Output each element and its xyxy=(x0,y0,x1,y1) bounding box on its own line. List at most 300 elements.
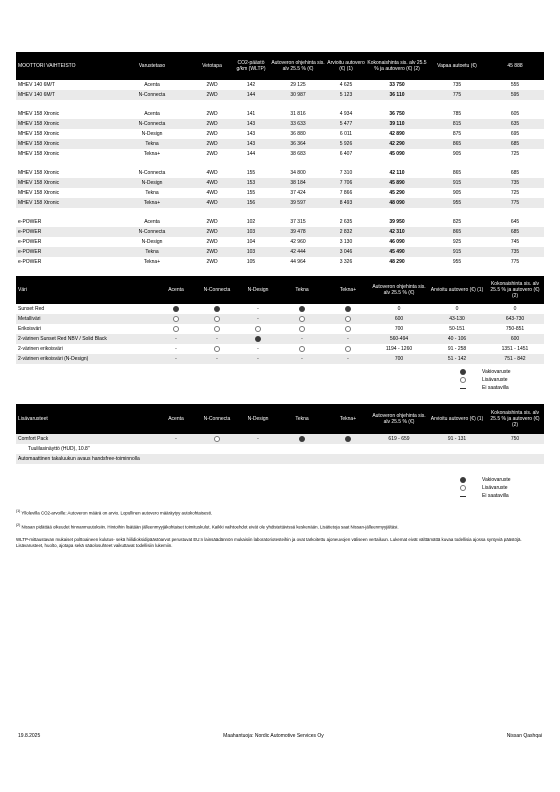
footnotes xyxy=(16,508,544,549)
color-table-body xyxy=(16,304,544,364)
model-cell: e-POWER xyxy=(16,247,112,257)
total-cell: 39 950 xyxy=(389,219,405,225)
page-footer xyxy=(18,733,542,739)
option-sub-item: Tuulilasinäyttö (HUD), 10.8" xyxy=(16,444,544,454)
footnote-2-text: Nissan pidättää oikeudet hinnanmuutoksiin. Hintoihin lisätään jälleenmyyjäkohtaiset toimituskulut. Kaikki vaihtoehdot eivät ole yhdistettävissä keskenään. Lisätietoja saat Nissan-jälleenmyyjältäsi. xyxy=(21,524,399,530)
model-cell: MHEV 158 Xtronic xyxy=(16,178,112,188)
legend-2 xyxy=(454,476,544,500)
tax-cell: 43-130 xyxy=(428,314,486,324)
base-price-cell: 619 - 659 xyxy=(370,434,428,444)
base-price-cell: 39 478 xyxy=(270,227,326,237)
option-circle-icon xyxy=(460,377,466,383)
extra-cell: 685 xyxy=(510,170,520,176)
table-row xyxy=(16,139,544,149)
col-base-price: Autoveron ohjehinta sis. alv 25.5 % (€) xyxy=(270,52,326,80)
free-price-cell: 865 xyxy=(428,139,486,149)
table-row xyxy=(16,434,544,444)
table-row xyxy=(16,217,544,227)
table-row xyxy=(16,129,544,139)
table-row xyxy=(16,227,544,237)
table-row xyxy=(16,314,544,324)
table-row xyxy=(16,80,544,90)
total-cell: 750-851 xyxy=(505,326,525,332)
ndesign-cell: - xyxy=(238,354,278,364)
drive-cell: 2WD xyxy=(192,247,232,257)
ndesign-cell: - xyxy=(238,314,278,324)
legend-standard: Vakiovaruste xyxy=(482,477,511,483)
co2-cell: 153 xyxy=(232,178,270,188)
model-cell: MHEV 158 Xtronic xyxy=(18,131,60,137)
base-price-cell: 34 800 xyxy=(290,170,306,176)
tax-cell: 7 310 xyxy=(339,170,353,176)
nconnecta-cell: - xyxy=(196,354,238,364)
dash-icon xyxy=(460,388,466,389)
extra-cell: 695 xyxy=(510,131,520,137)
table-row xyxy=(16,109,544,119)
total-cell: 48 090 xyxy=(366,198,428,208)
table-row xyxy=(16,257,544,267)
extra-cell: 595 xyxy=(486,90,544,100)
model-cell: MHEV 158 Xtronic xyxy=(16,119,112,129)
base-price-cell: 37 315 xyxy=(290,219,306,225)
co2-cell: 144 xyxy=(246,151,256,157)
free-price-cell: 865 xyxy=(428,227,486,237)
price-list-page xyxy=(16,52,544,555)
tax-cell: 6 011 xyxy=(339,131,353,137)
total-cell: 46 090 xyxy=(389,239,405,245)
col-opt-nconnecta: N-Connecta xyxy=(196,404,238,434)
free-price-cell: 955 xyxy=(428,198,486,208)
footnote-1: $^{(1)}$ Yllolevilla CO2-arvoille: Autoveron määrä on arvio. Lopullinen autovero määräytyy autokohtaisesti. xyxy=(16,509,213,516)
tekna-cell xyxy=(278,344,326,354)
table-row xyxy=(16,304,544,314)
base-price-cell: 700 xyxy=(370,354,428,364)
trim-cell: N-Connecta xyxy=(112,90,192,100)
base-price-cell: 31 816 xyxy=(290,111,306,117)
extra-cell: 775 xyxy=(510,259,520,265)
footer-importer: Maahantuoja: Nordic Automotive Services Oy xyxy=(223,733,324,739)
price-table xyxy=(16,52,544,276)
ndesign-cell xyxy=(238,334,278,344)
teknaplus-cell xyxy=(326,314,370,324)
option-circle-icon xyxy=(345,326,351,332)
base-price-cell: 0 xyxy=(397,306,401,312)
free-price-cell: 775 xyxy=(428,90,486,100)
trim-cell: Acenta xyxy=(144,82,160,88)
option-circle-icon xyxy=(255,326,261,332)
color-name-cell: 2-värinen erikoisväri xyxy=(18,346,63,352)
ndesign-cell: - xyxy=(257,306,259,312)
extra-cell: 735 xyxy=(486,178,544,188)
dash-icon xyxy=(460,496,466,497)
col-nconnecta: N-Connecta xyxy=(196,276,238,304)
total-cell: 39 110 xyxy=(366,119,428,129)
extra-cell: 645 xyxy=(510,219,520,225)
standard-dot-icon xyxy=(255,336,261,342)
footer-date: 19.8.2025 xyxy=(18,733,41,739)
trim-cell: N-Design xyxy=(141,131,163,137)
base-price-cell: 38 683 xyxy=(290,151,306,157)
extra-cell: 735 xyxy=(486,247,544,257)
teknaplus-cell: - xyxy=(326,354,370,364)
model-cell: MHEV 158 Xtronic xyxy=(16,198,112,208)
tax-cell: 5 123 xyxy=(326,90,366,100)
base-price-cell: 36 880 xyxy=(290,131,306,137)
co2-cell: 103 xyxy=(232,227,270,237)
option-name-cell: Comfort Pack xyxy=(16,434,156,444)
total-cell: 33 750 xyxy=(389,82,405,88)
tax-cell: 6 407 xyxy=(339,151,353,157)
base-price-cell: 560-494 xyxy=(370,334,428,344)
total-cell: 600 xyxy=(486,334,544,344)
tax-cell: 51 - 142 xyxy=(428,354,486,364)
option-sub-item: Automaattinen takaluukun avaus handsfree-toiminnolla xyxy=(16,454,544,464)
co2-cell: 141 xyxy=(246,111,256,117)
total-cell: 643-730 xyxy=(486,314,544,324)
col-opt-teknaplus: Tekna+ xyxy=(326,404,370,434)
standard-dot-icon xyxy=(299,306,305,312)
nconnecta-cell xyxy=(196,434,238,444)
tax-cell: 7 866 xyxy=(339,190,353,196)
base-price-cell: 600 xyxy=(370,314,428,324)
total-cell: 750 xyxy=(486,434,544,444)
col-drive: Vetotapa xyxy=(192,52,232,80)
co2-cell: 155 xyxy=(246,190,256,196)
col-color-base-price: Autoveron ohjehinta sis. alv 25.5 % (€) xyxy=(370,276,428,304)
option-circle-icon xyxy=(345,346,351,352)
trim-cell: Tekna+ xyxy=(143,259,161,265)
trim-cell: Acenta xyxy=(144,219,160,225)
teknaplus-cell xyxy=(326,344,370,354)
tax-cell: 7 706 xyxy=(326,178,366,188)
teknaplus-cell: - xyxy=(326,334,370,344)
drive-cell: 2WD xyxy=(206,151,218,157)
model-cell: MHEV 158 Xtronic xyxy=(18,170,60,176)
col-opt-base-price: Autoveron ohjehinta sis. alv 25.5 % (€) xyxy=(370,404,428,434)
tax-cell: 8 493 xyxy=(326,198,366,208)
table-row xyxy=(16,247,544,257)
total-cell: 42 290 xyxy=(366,139,428,149)
drive-cell: 4WD xyxy=(206,190,218,196)
col-total: Kokonaishinta sis. alv 25.5 % ja autovero (€) (2) xyxy=(366,52,428,80)
table-row xyxy=(16,324,544,334)
tax-cell: 3 130 xyxy=(339,239,353,245)
total-cell: 45 490 xyxy=(366,247,428,257)
nconnecta-cell xyxy=(196,314,238,324)
footnote-1-text: Yllolevilla CO2-arvoille: Autoveron määrä on arvio. Lopullinen autovero määräytyy autokohtaisesti. xyxy=(21,510,213,516)
spacer-row xyxy=(16,208,544,217)
drive-cell: 2WD xyxy=(206,131,218,137)
base-price-cell: 33 633 xyxy=(270,119,326,129)
base-price-cell: 38 184 xyxy=(270,178,326,188)
standard-dot-icon xyxy=(460,369,466,375)
model-cell: e-POWER xyxy=(18,219,42,225)
ndesign-cell xyxy=(238,324,278,334)
standard-dot-icon xyxy=(214,306,220,312)
tax-cell: 4 934 xyxy=(339,111,353,117)
acenta-cell: - xyxy=(156,354,196,364)
extra-cell: 725 xyxy=(510,190,520,196)
nconnecta-cell xyxy=(196,304,238,314)
col-free-price: Vapaa autoetu (€) xyxy=(428,52,486,80)
tax-cell: 3 046 xyxy=(326,247,366,257)
table-row xyxy=(16,188,544,198)
co2-cell: 102 xyxy=(246,219,256,225)
total-cell: 48 290 xyxy=(389,259,405,265)
option-circle-icon xyxy=(345,316,351,322)
acenta-cell: - xyxy=(156,434,196,444)
extra-cell: 745 xyxy=(510,239,520,245)
col-tekna: Tekna xyxy=(278,276,326,304)
tekna-cell xyxy=(278,434,326,444)
drive-cell: 2WD xyxy=(192,139,232,149)
trim-cell: Tekna xyxy=(112,139,192,149)
table-row xyxy=(16,198,544,208)
trim-cell: N-Connecta xyxy=(112,227,192,237)
co2-cell: 104 xyxy=(246,239,256,245)
base-price-cell: 700 xyxy=(394,326,404,332)
legend-standard: Vakiovaruste xyxy=(482,369,511,375)
tekna-cell: - xyxy=(278,334,326,344)
list-item xyxy=(16,444,544,454)
footnote-wltp: WLTP-mittaustavan mukaiset polttoaineen kulutus- sekä hiilidioksidipäästöarvot perustuvat EU:n lainsäädännön mukaisiin laboratoriotesteihin ja ovat tarkoitettu ajoneuvojen väliseen vertailuun. Lukemat eivät välttämättä kuvaa todellisia ajossa syntyviä päästöjä. Lisävarusteet, huolto, ajotapa sekä sääolosuhteet vaikuttavat todellisiin lukemiin. xyxy=(16,536,522,548)
free-price-cell: 905 xyxy=(452,151,462,157)
total-cell: 42 890 xyxy=(389,131,405,137)
tax-cell: 4 625 xyxy=(339,82,353,88)
acenta-cell: - xyxy=(175,346,177,352)
footer-model: Nissan Qashqai xyxy=(506,733,542,739)
co2-cell: 143 xyxy=(246,131,256,137)
color-name-cell: Sunset Red xyxy=(18,306,45,312)
option-circle-icon xyxy=(299,316,305,322)
extra-cell: 725 xyxy=(510,151,520,157)
free-price-cell: 875 xyxy=(452,131,462,137)
trim-cell: Tekna xyxy=(112,247,192,257)
color-table xyxy=(16,276,544,364)
model-cell: MHEV 158 Xtronic xyxy=(18,151,60,157)
color-name-cell: 2-värinen Sunset Red NBV / Solid Black xyxy=(16,334,156,344)
free-price-cell: 785 xyxy=(452,111,462,117)
table-row xyxy=(16,168,544,178)
drive-cell: 4WD xyxy=(192,198,232,208)
model-cell: e-POWER xyxy=(16,227,112,237)
drive-cell: 4WD xyxy=(192,178,232,188)
legend-extra: Lisävaruste xyxy=(482,485,508,491)
base-price-cell: 29 125 xyxy=(290,82,306,88)
extra-cell: 635 xyxy=(486,119,544,129)
tax-cell: 40 - 106 xyxy=(428,334,486,344)
co2-cell: 156 xyxy=(232,198,270,208)
base-price-cell: 42 960 xyxy=(290,239,306,245)
co2-cell: 103 xyxy=(232,247,270,257)
free-price-cell: 865 xyxy=(452,170,462,176)
co2-cell: 144 xyxy=(232,90,270,100)
free-price-cell: 825 xyxy=(452,219,462,225)
color-name-cell: Erikoisväri xyxy=(18,326,42,332)
col-color-total: Kokonaishinta sis. alv 25.5 % ja autovero (€) (2) xyxy=(486,276,544,304)
teknaplus-cell xyxy=(326,434,370,444)
footnote-2: $^{(2)}$ Nissan pidättää oikeudet hinnanmuutoksiin. Hintoihin lisätään jälleenmyyjäkohtaiset toimituskulut. Kaikki vaihtoehdot eivät ole yhdistettävissä keskenään. Lisätietoja saat Nissan-jälleenmyyjältäsi. xyxy=(16,523,399,530)
col-color-tax: Arvioitu autovero (€) (1) xyxy=(428,276,486,304)
teknaplus-cell xyxy=(326,324,370,334)
base-price-cell: 1194 - 1260 xyxy=(385,346,413,352)
col-opt-total: Kokonaishinta sis. alv 25.5 % ja autovero (€) (2) xyxy=(486,404,544,434)
option-circle-icon xyxy=(460,485,466,491)
free-price-cell: 915 xyxy=(428,178,486,188)
tax-cell: 2 635 xyxy=(339,219,353,225)
tekna-cell xyxy=(278,314,326,324)
option-circle-icon xyxy=(173,316,179,322)
nconnecta-cell: - xyxy=(196,334,238,344)
table-row xyxy=(16,354,544,364)
spacer-row xyxy=(16,159,544,168)
co2-cell: 142 xyxy=(246,82,256,88)
drive-cell: 2WD xyxy=(206,259,218,265)
standard-dot-icon xyxy=(345,306,351,312)
trim-cell: N-Design xyxy=(141,239,163,245)
trim-cell: Tekna+ xyxy=(112,198,192,208)
total-cell: 42 310 xyxy=(366,227,428,237)
option-circle-icon xyxy=(214,326,220,332)
total-cell: 36 750 xyxy=(389,111,405,117)
ndesign-cell: - xyxy=(257,346,259,352)
options-table-body xyxy=(16,434,544,464)
total-cell: 42 110 xyxy=(389,170,405,176)
drive-cell: 2WD xyxy=(206,82,218,88)
option-circle-icon xyxy=(214,436,220,442)
table-row xyxy=(16,237,544,247)
option-circle-icon xyxy=(214,316,220,322)
total-cell: 45 890 xyxy=(366,178,428,188)
drive-cell: 2WD xyxy=(206,239,218,245)
table-row xyxy=(16,334,544,344)
total-cell: 751 - 842 xyxy=(486,354,544,364)
col-opt-tax: Arvioitu autovero (€) (1) xyxy=(428,404,486,434)
free-price-cell: 955 xyxy=(452,259,462,265)
model-cell: MHEV 158 Xtronic xyxy=(16,139,112,149)
extra-cell: 685 xyxy=(486,139,544,149)
standard-dot-icon xyxy=(460,477,466,483)
extra-cell: 775 xyxy=(486,198,544,208)
total-cell: 1351 - 1451 xyxy=(501,346,529,352)
tekna-cell: - xyxy=(278,354,326,364)
tax-cell: 5 926 xyxy=(326,139,366,149)
model-cell: e-POWER xyxy=(18,259,42,265)
base-price-cell: 36 364 xyxy=(270,139,326,149)
model-cell: MHEV 158 Xtronic xyxy=(18,190,60,196)
nconnecta-cell xyxy=(196,324,238,334)
table-row xyxy=(16,344,544,354)
color-name-cell: Metalliväri xyxy=(16,314,156,324)
standard-dot-icon xyxy=(173,306,179,312)
color-name-cell: 2-värinen erikoisväri (N-Design) xyxy=(16,354,156,364)
base-price-cell: 37 424 xyxy=(290,190,306,196)
col-color: Väri xyxy=(16,276,156,304)
price-table-body xyxy=(16,80,544,276)
extra-cell: 685 xyxy=(486,227,544,237)
tax-cell: 5 477 xyxy=(326,119,366,129)
col-option: Lisävarusteet xyxy=(16,404,156,434)
free-price-cell: 925 xyxy=(452,239,462,245)
acenta-cell xyxy=(156,314,196,324)
legend-na: Ei saatavilla xyxy=(482,385,509,391)
trim-cell: N-Design xyxy=(112,178,192,188)
ndesign-cell: - xyxy=(238,434,278,444)
col-opt-acenta: Acenta xyxy=(156,404,196,434)
total-cell: 45 290 xyxy=(389,190,405,196)
table-row xyxy=(16,178,544,188)
col-opt-ndesign: N-Design xyxy=(238,404,278,434)
trim-cell: Tekna xyxy=(145,190,159,196)
base-price-cell: 30 987 xyxy=(270,90,326,100)
option-circle-icon xyxy=(299,326,305,332)
drive-cell: 2WD xyxy=(192,119,232,129)
col-acenta: Acenta xyxy=(156,276,196,304)
co2-cell: 105 xyxy=(246,259,256,265)
col-extra: 45 888 xyxy=(486,52,544,80)
base-price-cell: 39 597 xyxy=(270,198,326,208)
col-co2: CO2-päästö g/km (WLTP) xyxy=(232,52,270,80)
col-ndesign: N-Design xyxy=(238,276,278,304)
tax-cell: 91 - 258 xyxy=(447,346,467,352)
list-item xyxy=(16,454,544,464)
co2-cell: 143 xyxy=(232,139,270,149)
standard-dot-icon xyxy=(299,436,305,442)
trim-cell: N-Connecta xyxy=(112,119,192,129)
trim-cell: Tekna+ xyxy=(143,151,161,157)
options-table xyxy=(16,404,544,464)
standard-dot-icon xyxy=(345,436,351,442)
drive-cell: 2WD xyxy=(206,219,218,225)
option-circle-icon xyxy=(173,326,179,332)
teknaplus-cell xyxy=(326,304,370,314)
drive-cell: 4WD xyxy=(206,170,218,176)
trim-cell: Acenta xyxy=(144,111,160,117)
col-trim: Varustetaso xyxy=(112,52,192,80)
drive-cell: 2WD xyxy=(192,90,232,100)
option-circle-icon xyxy=(214,346,220,352)
nconnecta-cell xyxy=(196,344,238,354)
col-opt-tekna: Tekna xyxy=(278,404,326,434)
free-price-cell: 735 xyxy=(452,82,462,88)
option-circle-icon xyxy=(299,346,305,352)
acenta-cell xyxy=(156,324,196,334)
col-tax: Arvioitu autovero (€) (1) xyxy=(326,52,366,80)
tax-cell: 0 xyxy=(455,306,459,312)
free-price-cell: 815 xyxy=(428,119,486,129)
tekna-cell xyxy=(278,324,326,334)
total-cell: 0 xyxy=(513,306,517,312)
model-cell: MHEV 140 6M/T xyxy=(18,82,55,88)
spacer-row xyxy=(16,267,544,276)
tekna-cell xyxy=(278,304,326,314)
model-cell: e-POWER xyxy=(18,239,42,245)
table-row xyxy=(16,90,544,100)
legend-na: Ei saatavilla xyxy=(482,493,509,499)
col-model: MOOTTORI VAIHTEISTO xyxy=(16,52,112,80)
tax-cell: 3 326 xyxy=(339,259,353,265)
drive-cell: 2WD xyxy=(192,227,232,237)
model-cell: MHEV 140 6M/T xyxy=(16,90,112,100)
tax-cell: 91 - 131 xyxy=(428,434,486,444)
free-price-cell: 905 xyxy=(452,190,462,196)
trim-cell: N-Connecta xyxy=(138,170,166,176)
tax-cell: 50-151 xyxy=(449,326,465,332)
table-row xyxy=(16,149,544,159)
col-teknaplus: Tekna+ xyxy=(326,276,370,304)
extra-cell: 555 xyxy=(510,82,520,88)
acenta-cell xyxy=(156,304,196,314)
